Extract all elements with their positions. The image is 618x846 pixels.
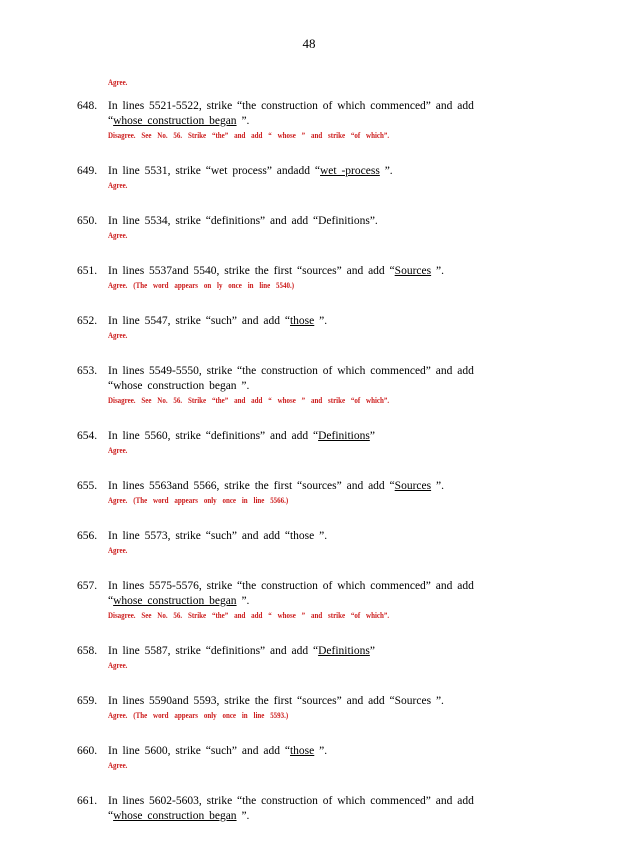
amendment-entry	[0, 214, 618, 242]
amendment-text	[108, 314, 510, 329]
amendment-text	[108, 364, 510, 394]
review-note: Agree.	[108, 330, 128, 340]
amendment-instruction: In lines 5521-5522, strike “the construction of which commenced” and add “	[108, 100, 474, 127]
amendment-entry	[0, 364, 618, 407]
review-note: Agree.	[108, 545, 128, 555]
amendment-instruction: In line 5531, strike “wet process” andadd “	[108, 165, 320, 177]
entry-number: 650.	[77, 215, 98, 227]
amendment-text	[108, 744, 510, 759]
inserted-text: Definitions	[318, 645, 370, 657]
entry-body	[108, 164, 510, 192]
amendment-entry	[0, 429, 618, 457]
inserted-text: wet -process	[320, 165, 380, 177]
entry-body	[108, 479, 510, 507]
review-note: Agree. (The word appears only once in line 5566.)	[108, 495, 289, 505]
review-note: Agree.	[108, 445, 128, 455]
entry-body	[108, 264, 510, 292]
amendment-text	[108, 794, 510, 824]
amendment-text	[108, 529, 510, 544]
entry-body	[108, 214, 510, 242]
amendment-list	[0, 99, 618, 846]
entry-number: 649.	[77, 165, 98, 177]
amendment-text	[108, 694, 510, 709]
closing-quote: ”.	[379, 165, 393, 177]
entry-number: 657.	[77, 580, 98, 592]
amendment-instruction: In lines 5602-5603, strike “the construction of which commenced” and add “	[108, 795, 474, 822]
amendment-text	[108, 214, 510, 229]
closing-quote: ”.	[236, 810, 250, 822]
amendment-text	[108, 429, 510, 444]
amendment-text	[108, 264, 510, 279]
entry-number: 661.	[77, 795, 98, 807]
entry-body	[108, 429, 510, 457]
entry-body	[108, 529, 510, 557]
page-number: 48	[302, 36, 316, 51]
amendment-entry	[0, 314, 618, 342]
amendment-entry	[0, 529, 618, 557]
amendment-instruction: In lines 5537and 5540, strike the first “sources” and add “	[108, 265, 395, 277]
entry-body	[108, 579, 510, 622]
amendment-instruction: In line 5547, strike “such” and add “	[108, 315, 290, 327]
entry-number: 654.	[77, 430, 98, 442]
entry-number: 653.	[77, 365, 98, 377]
amendment-instruction: In line 5587, strike “definitions” and add “	[108, 645, 319, 657]
entry-number: 655.	[77, 480, 98, 492]
inserted-text: Sources	[394, 265, 432, 277]
entry-body	[108, 99, 510, 142]
closing-quote: ”.	[314, 315, 328, 327]
amendment-text	[108, 164, 510, 179]
inserted-text: whose construction began	[113, 595, 237, 607]
closing-quote: ”.	[314, 745, 328, 757]
inserted-text: whose construction began	[113, 810, 237, 822]
entry-number: 660.	[77, 745, 98, 757]
entry-body	[108, 314, 510, 342]
review-note: Disagree. See No. 56. Strike “the” and add “ whose ” and strike “of which”.	[108, 130, 390, 140]
closing-quote: ”	[369, 430, 375, 442]
closing-quote: ”	[369, 645, 375, 657]
amendment-entry	[0, 644, 618, 672]
amendment-text	[108, 99, 510, 129]
amendment-text	[108, 579, 510, 609]
amendment-instruction: In lines 5549-5550, strike “the construction of which commenced” and add “whose construction began ”.	[108, 365, 474, 392]
closing-quote: ”.	[236, 115, 250, 127]
entry-body	[108, 644, 510, 672]
amendment-instruction: In line 5560, strike “definitions” and add “	[108, 430, 319, 442]
closing-quote: ”.	[431, 265, 444, 277]
review-note: Agree. (The word appears only once in line 5593.)	[108, 710, 289, 720]
review-note: Disagree. See No. 56. Strike “the” and add “ whose ” and strike “of which”.	[108, 610, 390, 620]
amendment-instruction: In line 5534, strike “definitions” and add “Definitions”.	[108, 215, 378, 227]
review-note: Agree.	[108, 180, 128, 190]
review-note: Disagree. See No. 56. Strike “the” and add “ whose ” and strike “of which”.	[108, 395, 390, 405]
amendment-instruction: In line 5573, strike “such” and add “those ”.	[108, 530, 328, 542]
entry-number: 656.	[77, 530, 98, 542]
amendment-instruction: In lines 5563and 5566, strike the first “sources” and add “	[108, 480, 395, 492]
amendment-instruction: In line 5600, strike “such” and add “	[108, 745, 290, 757]
amendment-instruction: In lines 5590and 5593, strike the first “sources” and add “Sources ”.	[108, 695, 444, 707]
amendment-entry	[0, 794, 618, 824]
inserted-text: whose construction began	[113, 115, 237, 127]
lead-agree-note: Agree.	[108, 77, 128, 87]
inserted-text: those	[289, 745, 315, 757]
amendment-text	[108, 644, 510, 659]
amendment-entry	[0, 99, 618, 142]
closing-quote: ”.	[236, 595, 250, 607]
amendment-instruction: In lines 5575-5576, strike “the construction of which commenced” and add “	[108, 580, 474, 607]
inserted-text: those	[289, 315, 315, 327]
entry-body	[108, 364, 510, 407]
amendment-entry	[0, 264, 618, 292]
amendment-entry	[0, 694, 618, 722]
entry-number: 652.	[77, 315, 98, 327]
amendment-entry	[0, 744, 618, 772]
inserted-text: Sources	[394, 480, 432, 492]
inserted-text: Definitions	[318, 430, 370, 442]
amendment-entry	[0, 479, 618, 507]
review-note: Agree. (The word appears on ly once in line 5540.)	[108, 280, 295, 290]
entry-body	[108, 694, 510, 722]
entry-body	[108, 794, 510, 824]
amendment-entry	[0, 164, 618, 192]
review-note: Agree.	[108, 760, 128, 770]
review-note: Agree.	[108, 660, 128, 670]
entry-number: 651.	[77, 265, 98, 277]
review-note: Agree.	[108, 230, 128, 240]
entry-number: 648.	[77, 100, 98, 112]
amendment-text	[108, 479, 510, 494]
amendment-entry	[0, 579, 618, 622]
entry-number: 658.	[77, 645, 98, 657]
entry-number: 659.	[77, 695, 98, 707]
entry-body	[108, 744, 510, 772]
closing-quote: ”.	[431, 480, 444, 492]
